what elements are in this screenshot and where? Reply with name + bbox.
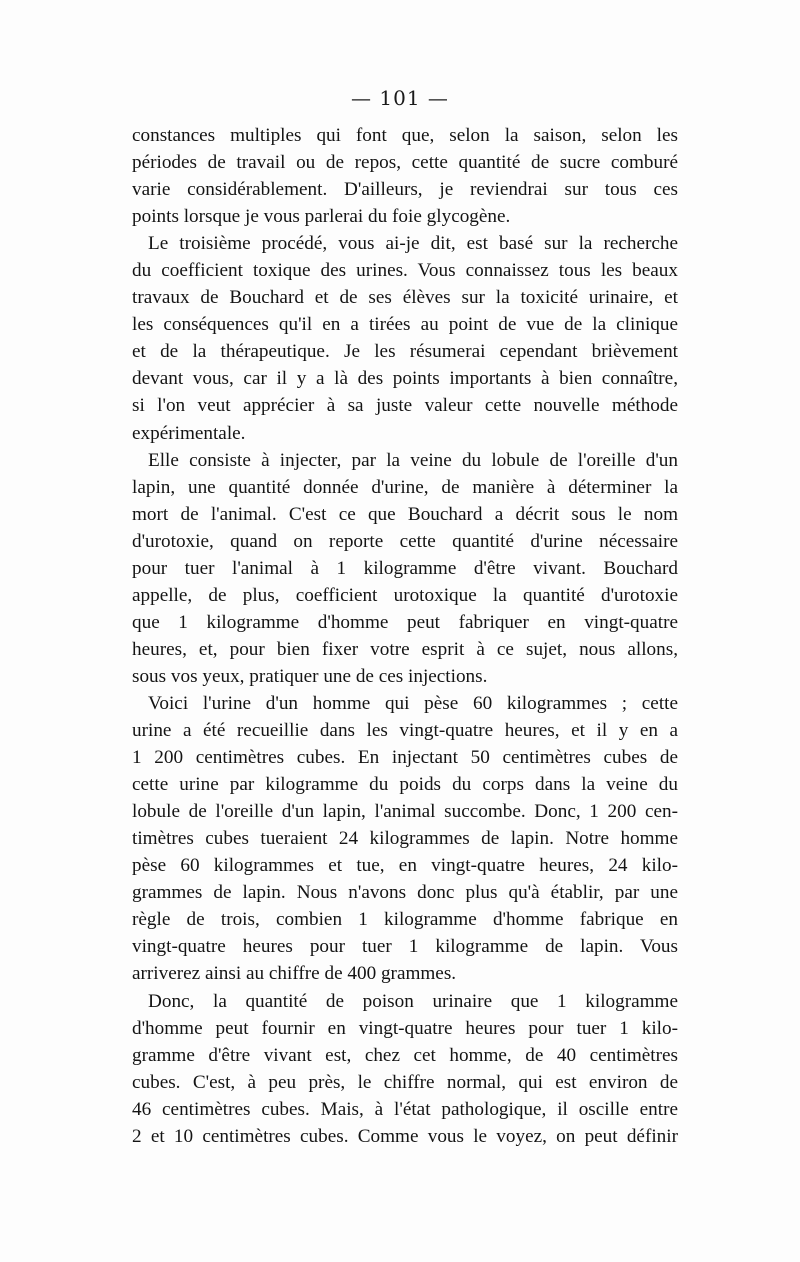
body-text xyxy=(132,122,678,1150)
paragraph-first-line: Elle consiste à injecter, par la veine du lobule de l'oreille d'un xyxy=(148,449,678,471)
paragraph-first-line: Donc, la quantité de poison urinaire que 1 kilogramme xyxy=(148,990,678,1012)
text-line: règle de trois, combien 1 kilogramme d'homme fabrique en xyxy=(132,909,678,931)
text-line: d'homme peut fournir en vingt-quatre heures pour tuer 1 kilo- xyxy=(132,1017,678,1039)
text-line: du coefficient toxique des urines. Vous connaissez tous les beaux xyxy=(132,260,678,282)
text-line: lapin, une quantité donnée d'urine, de manière à déterminer la xyxy=(132,476,678,498)
text-line: lobule de l'oreille d'un lapin, l'animal succombe. Donc, 1 200 cen- xyxy=(132,801,678,823)
text-line: d'urotoxie, quand on reporte cette quantité d'urine nécessaire xyxy=(132,530,678,552)
text-line: pèse 60 kilogrammes et tue, en vingt-quatre heures, 24 kilo- xyxy=(132,855,678,877)
text-line: périodes de travail ou de repos, cette quantité de sucre comburé xyxy=(132,152,678,174)
text-line: si l'on veut apprécier à sa juste valeur cette nouvelle méthode xyxy=(132,395,678,417)
text-line: 2 et 10 centimètres cubes. Comme vous le voyez, on peut définir xyxy=(132,1125,678,1147)
text-line: les conséquences qu'il en a tirées au point de vue de la clinique xyxy=(132,314,678,336)
text-line: cubes. C'est, à peu près, le chiffre normal, qui est environ de xyxy=(132,1071,678,1093)
text-line: timètres cubes tueraient 24 kilogrammes de lapin. Notre homme xyxy=(132,828,678,850)
text-line: 46 centimètres cubes. Mais, à l'état pathologique, il oscille entre xyxy=(132,1098,678,1120)
text-line: expérimentale. xyxy=(132,422,246,444)
text-line: appelle, de plus, coefficient urotoxique la quantité d'urotoxie xyxy=(132,584,678,606)
text-line: devant vous, car il y a là des points importants à bien connaître, xyxy=(132,368,678,390)
paragraph-first-line: Voici l'urine d'un homme qui pèse 60 kilogrammes ; cette xyxy=(148,692,678,714)
text-line: grammes de lapin. Nous n'avons donc plus qu'à établir, par une xyxy=(132,882,678,904)
paragraph-first-line: Le troisième procédé, vous ai-je dit, est basé sur la recherche xyxy=(148,233,678,255)
text-line: travaux de Bouchard et de ses élèves sur la toxicité urinaire, et xyxy=(132,287,678,309)
text-line: cette urine par kilogramme du poids du corps dans la veine du xyxy=(132,774,678,796)
text-line: arriverez ainsi au chiffre de 400 grammes. xyxy=(132,963,457,985)
text-line: et de la thérapeutique. Je les résumerai cependant brièvement xyxy=(132,341,678,363)
text-line: urine a été recueillie dans les vingt-quatre heures, et il y en a xyxy=(132,720,678,742)
text-line: mort de l'animal. C'est ce que Bouchard a décrit sous le nom xyxy=(132,503,678,525)
text-line: que 1 kilogramme d'homme peut fabriquer en vingt-quatre xyxy=(132,611,678,633)
text-line: points lorsque je vous parlerai du foie glycogène. xyxy=(132,206,511,228)
text-line: heures, et, pour bien fixer votre esprit à ce sujet, nous allons, xyxy=(132,638,678,660)
text-line: vingt-quatre heures pour tuer 1 kilogramme de lapin. Vous xyxy=(132,936,678,958)
text-line: varie considérablement. D'ailleurs, je reviendrai sur tous ces xyxy=(132,179,678,201)
text-line: gramme d'être vivant est, chez cet homme, de 40 centimètres xyxy=(132,1044,678,1066)
text-line: pour tuer l'animal à 1 kilogramme d'être vivant. Bouchard xyxy=(132,557,678,579)
text-line: sous vos yeux, pratiquer une de ces injections. xyxy=(132,665,488,687)
text-line: 1 200 centimètres cubes. En injectant 50 centimètres cubes de xyxy=(132,747,678,769)
page-number: — 101 — xyxy=(351,86,449,110)
text-line: constances multiples qui font que, selon la saison, selon les xyxy=(132,125,678,146)
